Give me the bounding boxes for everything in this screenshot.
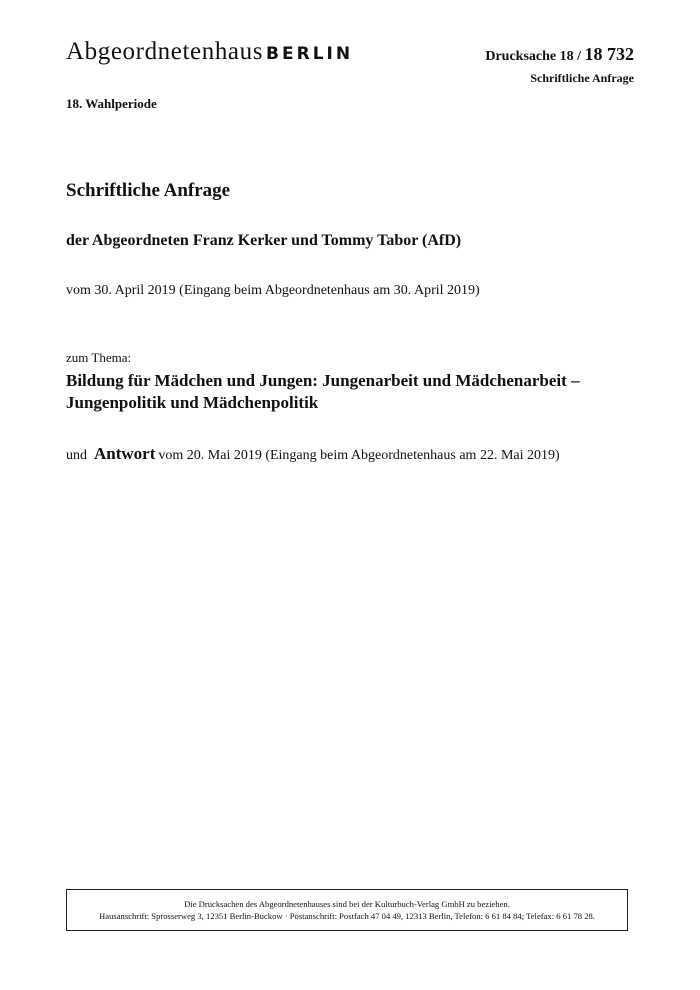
drucksache-block: [485, 44, 634, 86]
footer-box: [66, 889, 628, 931]
logo-city: BERLIN: [266, 44, 354, 64]
drucksache-number-line: [485, 44, 634, 65]
answer-date: vom 20. Mai 2019 (Eingang beim Abgeordnetenhaus am 22. Mai 2019): [158, 448, 560, 463]
drucksache-label: Drucksache 18 /: [485, 49, 581, 64]
answer-line: [66, 444, 560, 464]
footer-address: Hausanschrift: Sprosserweg 3, 12351 Berlin-Buckow · Postanschrift: Postfach 47 04 49, 12313 Berlin, Telefon: 6 61 84 84; Telefax: 6 61 78 28.: [99, 911, 595, 921]
parliament-logo: [66, 38, 353, 66]
document-type: Schriftliche Anfrage: [530, 71, 634, 85]
answer-word: Antwort: [94, 444, 156, 463]
document-title: Schriftliche Anfrage: [66, 180, 231, 201]
topic-line: Bildung für Mädchen und Jungen: Jungenarbeit und Mädchenarbeit –: [66, 371, 580, 390]
answer-prefix: und: [66, 448, 87, 463]
topic-title: [66, 370, 626, 414]
drucksache-number: 18 732: [584, 44, 634, 64]
topic-label: zum Thema:: [66, 350, 132, 365]
submission-date-line: vom 30. April 2019 (Eingang beim Abgeordnetenhaus am 30. April 2019): [66, 283, 480, 298]
authors-line: der Abgeordneten Franz Kerker und Tommy Tabor (AfD): [66, 232, 462, 249]
topic-line: Jungenpolitik und Mädchenpolitik: [66, 393, 319, 412]
wahlperiode: 18. Wahlperiode: [66, 96, 157, 111]
footer-line: Die Drucksachen des Abgeordnetenhauses sind bei der Kulturbuch-Verlag GmbH zu beziehen.: [184, 899, 510, 909]
logo-wordmark: Abgeordnetenhaus: [66, 38, 264, 65]
